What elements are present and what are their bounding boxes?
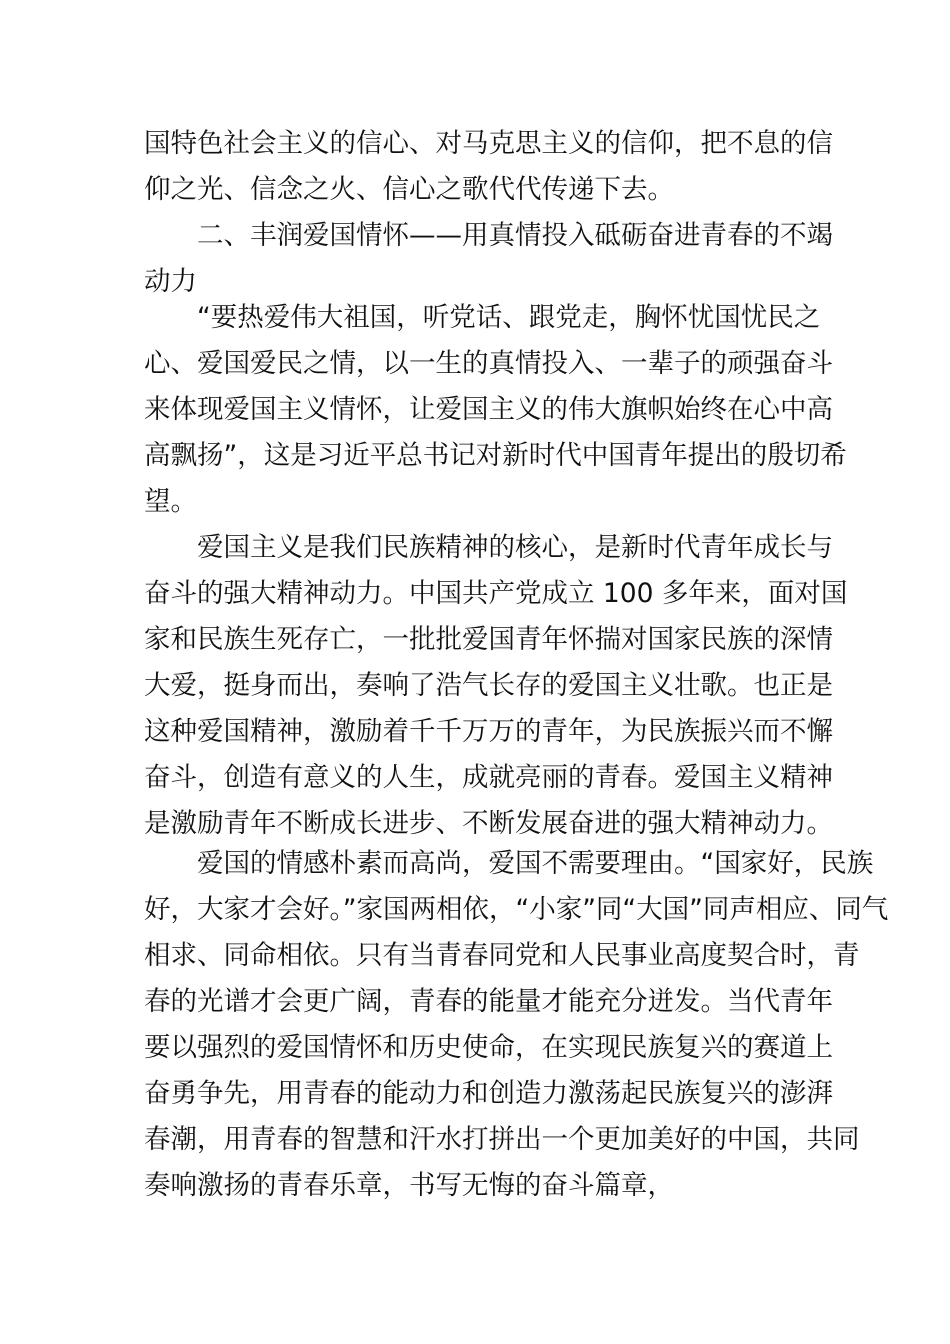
body-paragraph xyxy=(144,841,889,1209)
text-line: 家和民族生死存亡，一批批爱国青年怀揣对国家民族的深情 xyxy=(144,624,833,655)
text-line: 奋斗，创造有意义的人生，成就亮丽的青春。爱国主义精神 xyxy=(144,762,833,793)
text-line: 来体现爱国主义情怀，让爱国主义的伟大旗帜始终在心中高 xyxy=(144,394,833,425)
text-line: 国特色社会主义的信心、对马克思主义的信仰，把不息的信 xyxy=(144,128,833,159)
text-line: 爱国的情感朴素而高尚，爱国不需要理由。“国家好，民族 xyxy=(197,848,874,879)
text-line: 奋斗的强大精神动力。中国共产党成立 100 多年来，面对国 xyxy=(144,578,848,609)
text-line: 是激励青年不断成长进步、不断发展奋进的强大精神动力。 xyxy=(144,808,833,839)
quote-paragraph xyxy=(144,295,847,525)
text-line: 春的光谱才会更广阔，青春的能量才能充分迸发。当代青年 xyxy=(144,986,833,1017)
text-line: 春潮，用青春的智慧和汗水打拼出一个更加美好的中国，共同 xyxy=(144,1124,860,1155)
paragraph-continuation xyxy=(144,121,833,213)
text-line: 大爱，挺身而出，奏响了浩气长存的爱国主义壮歌。也正是 xyxy=(144,670,833,701)
body-paragraph xyxy=(144,525,848,847)
text-line: 奋勇争先，用青春的能动力和创造力激荡起民族复兴的澎湃 xyxy=(144,1078,833,1109)
text-line: 好，大家才会好。”家国两相依，“小家”同“大国”同声相应、同气 xyxy=(144,894,889,925)
section-heading xyxy=(144,213,833,305)
text-line: 望。 xyxy=(144,486,197,517)
text-line: “要热爱伟大祖国，听党话、跟党走，胸怀忧国忧民之 xyxy=(197,302,821,333)
text-line: 这种爱国精神，激励着千千万万的青年，为民族振兴而不懈 xyxy=(144,716,833,747)
heading-line: 二、丰润爱国情怀——用真情投入砥砺奋进青春的不竭 xyxy=(197,220,833,251)
text-line: 要以强烈的爱国情怀和历史使命，在实现民族复兴的赛道上 xyxy=(144,1032,833,1063)
text-line: 高飘扬”，这是习近平总书记对新时代中国青年提出的殷切希 xyxy=(144,440,847,471)
text-line: 仰之光、信念之火、信心之歌代代传递下去。 xyxy=(144,174,674,205)
heading-line: 动力 xyxy=(144,266,197,297)
text-line: 奏响激扬的青春乐章，书写无悔的奋斗篇章， xyxy=(144,1170,674,1201)
text-line: 爱国主义是我们民族精神的核心，是新时代青年成长与 xyxy=(197,532,833,563)
text-line: 心、爱国爱民之情，以一生的真情投入、一辈子的顽强奋斗 xyxy=(144,348,833,379)
text-line: 相求、同命相依。只有当青春同党和人民事业高度契合时，青 xyxy=(144,940,860,971)
